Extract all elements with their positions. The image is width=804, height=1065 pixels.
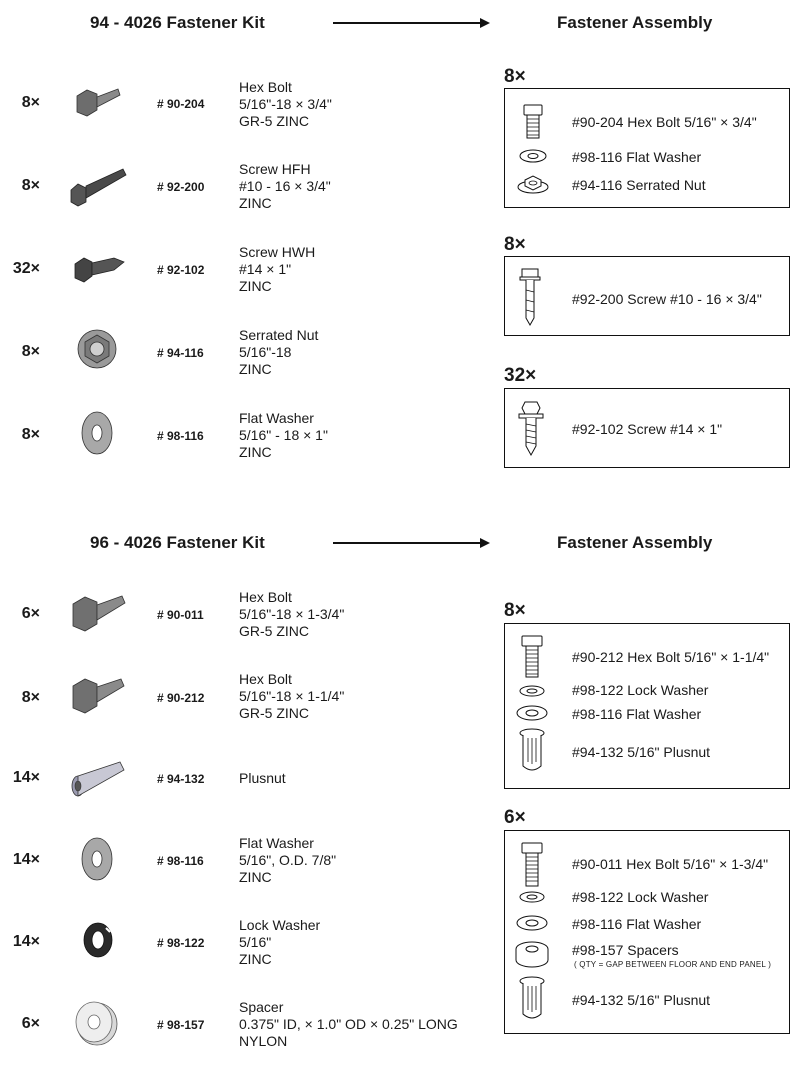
item-qty: 32× <box>12 260 40 277</box>
part-description: Plusnut <box>239 770 286 786</box>
part-number: # 90-212 <box>157 691 205 705</box>
arrow-line <box>333 542 481 544</box>
part-description: Spacer 0.375" ID, × 1.0" OD × 0.25" LONG NYLON <box>239 999 458 1049</box>
hex-bolt-icon <box>71 592 127 636</box>
arrow-line <box>333 22 481 24</box>
hex-bolt-icon <box>520 842 544 888</box>
part-number: # 90-011 <box>157 608 204 622</box>
item-qty: 8× <box>21 343 40 360</box>
plusnut-icon <box>518 728 546 774</box>
hex-bolt-icon <box>522 104 544 140</box>
part-description: Screw HFH #10 - 16 × 3/4" ZINC <box>239 161 331 211</box>
hex-flange-screw-icon <box>520 268 540 326</box>
assembly-line: #98-116 Flat Washer <box>572 149 702 165</box>
part-number: # 92-200 <box>157 180 205 194</box>
item-qty: 14× <box>12 851 40 868</box>
plusnut-icon <box>518 976 546 1022</box>
assembly-line: #92-102 Screw #14 × 1" <box>572 421 723 437</box>
lock-washer-icon <box>518 890 546 904</box>
part-description: Flat Washer 5/16" - 18 × 1" ZINC <box>239 410 328 460</box>
arrow-icon <box>480 538 490 548</box>
assembly-line: #94-132 5/16" Plusnut <box>572 992 711 1008</box>
serrated-nut-icon <box>76 328 118 370</box>
part-number: # 92-102 <box>157 263 205 277</box>
flat-washer-icon <box>78 410 116 456</box>
item-qty: 6× <box>21 605 40 622</box>
arrow-icon <box>480 18 490 28</box>
assembly-line: #90-204 Hex Bolt 5/16" × 3/4" <box>572 114 757 130</box>
assembly-note: ( QTY = GAP BETWEEN FLOOR AND END PANEL ) <box>574 960 772 969</box>
assembly-line: #94-132 5/16" Plusnut <box>572 744 711 760</box>
assembly-line: #98-157 Spacers <box>572 942 679 958</box>
part-number: # 94-132 <box>157 772 205 786</box>
part-description: Hex Bolt 5/16"-18 × 3/4" GR-5 ZINC <box>239 79 332 129</box>
assembly-qty: 8× <box>504 234 526 255</box>
assembly-qty: 32× <box>504 365 537 386</box>
item-qty: 14× <box>12 769 40 786</box>
assembly-line: #92-200 Screw #10 - 16 × 3/4" <box>572 291 762 307</box>
hex-bolt-icon <box>520 635 544 679</box>
item-qty: 8× <box>21 94 40 111</box>
part-number: # 98-116 <box>157 429 204 443</box>
flat-washer-icon <box>516 705 548 721</box>
item-qty: 14× <box>12 933 40 950</box>
assembly-line: #98-122 Lock Washer <box>572 889 709 905</box>
item-qty: 8× <box>21 177 40 194</box>
assembly-qty: 8× <box>504 600 526 621</box>
assembly-line: #94-116 Serrated Nut <box>572 177 706 193</box>
kit-title: 94 - 4026 Fastener Kit <box>90 13 265 32</box>
part-number: # 94-116 <box>157 346 204 360</box>
part-description: Screw HWH #14 × 1" ZINC <box>239 244 316 294</box>
part-number: # 98-122 <box>157 936 205 950</box>
plusnut-icon <box>70 758 126 800</box>
assembly-title: Fastener Assembly <box>557 533 713 552</box>
assembly-line: #98-116 Flat Washer <box>572 916 702 932</box>
lock-washer-icon <box>518 684 546 698</box>
part-number: # 98-157 <box>157 1018 205 1032</box>
hex-flange-screw-icon <box>68 164 128 208</box>
flat-washer-icon <box>516 915 548 931</box>
part-number: # 98-116 <box>157 854 204 868</box>
flat-washer-icon <box>519 149 547 163</box>
part-description: Serrated Nut 5/16"-18 ZINC <box>239 327 319 377</box>
part-description: Lock Washer 5/16" ZINC <box>239 917 321 967</box>
hex-bolt-icon <box>71 674 127 718</box>
part-description: Flat Washer 5/16", O.D. 7/8" ZINC <box>239 835 337 885</box>
spacer-icon <box>515 941 549 969</box>
part-number: # 90-204 <box>157 97 205 111</box>
lock-washer-icon <box>80 920 116 960</box>
kit-title: 96 - 4026 Fastener Kit <box>90 533 265 552</box>
assembly-qty: 8× <box>504 66 526 87</box>
serrated-nut-icon <box>517 174 549 194</box>
item-qty: 8× <box>21 689 40 706</box>
assembly-qty: 6× <box>504 807 526 828</box>
item-qty: 8× <box>21 426 40 443</box>
spacer-icon <box>74 998 120 1046</box>
assembly-line: #90-212 Hex Bolt 5/16" × 1-1/4" <box>572 649 770 665</box>
hex-washer-screw-icon <box>72 250 126 286</box>
flat-washer-icon <box>78 836 116 882</box>
assembly-line: #98-116 Flat Washer <box>572 706 702 722</box>
part-description: Hex Bolt 5/16"-18 × 1-3/4" GR-5 ZINC <box>239 589 345 639</box>
assembly-line: #90-011 Hex Bolt 5/16" × 1-3/4" <box>572 856 769 872</box>
hex-washer-screw-icon <box>518 400 544 456</box>
assembly-title: Fastener Assembly <box>557 13 713 32</box>
item-qty: 6× <box>21 1015 40 1032</box>
hex-bolt-icon <box>75 86 121 122</box>
assembly-line: #98-122 Lock Washer <box>572 682 709 698</box>
part-description: Hex Bolt 5/16"-18 × 1-1/4" GR-5 ZINC <box>239 671 345 721</box>
